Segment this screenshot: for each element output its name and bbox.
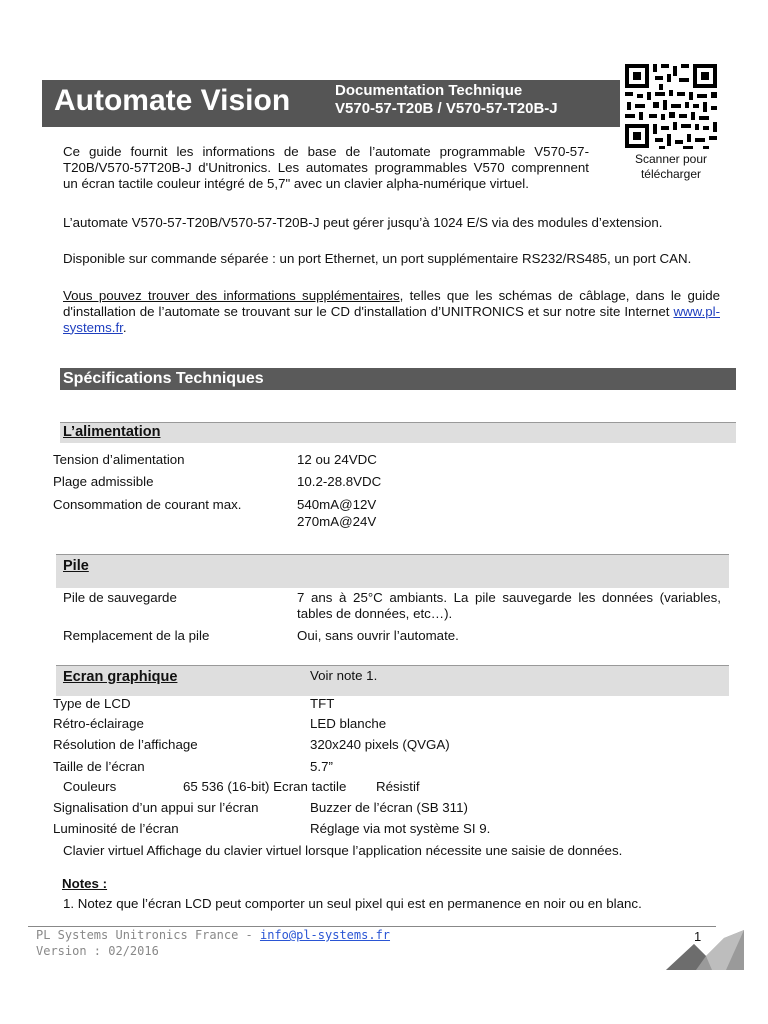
pile-bar	[56, 554, 729, 588]
spec-value: TFT	[310, 696, 335, 711]
alimentation-title: L’alimentation	[63, 424, 161, 440]
specs-title: Spécifications Techniques	[63, 370, 264, 387]
intro-paragraph-1: Ce guide fournit les informations de base de l’automate programmable V570-57-T20B/V570-57T20B-J d'Unitronics. Les automates programmables V570 comprennent un écran tactile couleur intégré de 5,7" avec un clavier alpha-numérique virtuel.	[63, 144, 589, 191]
footer-version: Version : 02/2016	[36, 944, 159, 958]
doc-subtitle-line2: V570-57-T20B / V570-57-T20B-J	[335, 100, 558, 117]
spec-value-2: 270mA@24V	[297, 514, 377, 529]
spec-value: 540mA@12V	[297, 497, 377, 512]
spec-value: 12 ou 24VDC	[297, 452, 377, 467]
period: .	[122, 319, 127, 335]
ecran-note: Voir note 1.	[310, 668, 378, 683]
spec-value: 5.7”	[310, 759, 333, 774]
spec-label: Pile de sauvegarde	[63, 590, 177, 605]
more-info-rest: , telles que les schémas de câblage, dans le guide d'installation de l’automate se trouvant sur le CD d'installation d’UNITRONICS et sur notre site Internet	[63, 288, 720, 319]
spec-value: 7 ans à 25°C ambiants. La pile sauvegarde les données (variables, tables de données, etc…).	[297, 590, 721, 621]
spec-label: Signalisation d’un appui sur l’écran	[53, 800, 259, 815]
website-link[interactable]: www.pl-systems.fr	[63, 303, 720, 335]
spec-label: Résolution de l’affichage	[53, 737, 198, 752]
spec-value: 320x240 pixels (QVGA)	[310, 737, 450, 752]
spec-label: Consommation de courant max.	[53, 497, 242, 512]
brand-logo-icon	[666, 930, 746, 972]
spec-value: Buzzer de l’écran (SB 311)	[310, 800, 468, 815]
spec-label: Tension d’alimentation	[53, 452, 185, 467]
qr-caption-line1: Scanner pour	[634, 152, 708, 166]
spec-value: 10.2-28.8VDC	[297, 474, 382, 489]
qr-caption	[618, 152, 724, 182]
spec-value: LED blanche	[310, 716, 387, 731]
intro-paragraph-2: L’automate V570-57-T20B/V570-57-T20B-J peut gérer jusqu’à 1024 E/S via des modules d’extension.	[63, 215, 663, 230]
footer-company: PL Systems Unitronics France -	[36, 928, 260, 942]
spec-value: Réglage via mot système SI 9.	[310, 821, 491, 836]
intro-paragraph-3: Disponible sur commande séparée : un port Ethernet, un port supplémentaire RS232/RS485, un port CAN.	[63, 251, 692, 266]
spec-value-extra: Résistif	[376, 779, 420, 794]
spec-value: Oui, sans ouvrir l’automate.	[297, 628, 459, 643]
footer	[36, 927, 390, 959]
intro-paragraph-4	[63, 288, 720, 335]
clavier-virtuel-text: Clavier virtuel Affichage du clavier virtuel lorsque l’application nécessite une saisie de données.	[63, 843, 623, 858]
pile-title: Pile	[63, 558, 89, 574]
spec-label: Luminosité de l’écran	[53, 821, 179, 836]
spec-label: Couleurs	[63, 779, 117, 794]
spec-label: Taille de l’écran	[53, 759, 145, 774]
spec-label: Remplacement de la pile	[63, 628, 210, 643]
note-1: 1. Notez que l’écran LCD peut comporter un seul pixel qui est en permanence en noir ou en blanc.	[63, 896, 642, 911]
spec-label: Rétro-éclairage	[53, 716, 144, 731]
footer-email-link[interactable]: info@pl-systems.fr	[259, 928, 391, 942]
doc-subtitle-line1: Documentation Technique	[335, 82, 523, 99]
page-number: 1	[694, 929, 702, 944]
page-title: Automate Vision	[54, 84, 291, 117]
doc-subtitle	[335, 82, 558, 118]
ecran-title: Ecran graphique	[63, 669, 178, 685]
notes-title: Notes :	[62, 876, 108, 891]
more-info-text: Vous pouvez trouver des informations supplémentaires	[63, 288, 400, 303]
spec-label: Type de LCD	[53, 696, 131, 711]
spec-value: 65 536 (16-bit) Ecran tactile	[183, 779, 347, 794]
spec-label: Plage admissible	[53, 474, 154, 489]
qr-caption-line2: télécharger	[640, 167, 702, 181]
alimentation-bar	[60, 422, 736, 443]
footer-company-line	[36, 927, 390, 943]
qr-code-icon[interactable]	[623, 62, 719, 150]
